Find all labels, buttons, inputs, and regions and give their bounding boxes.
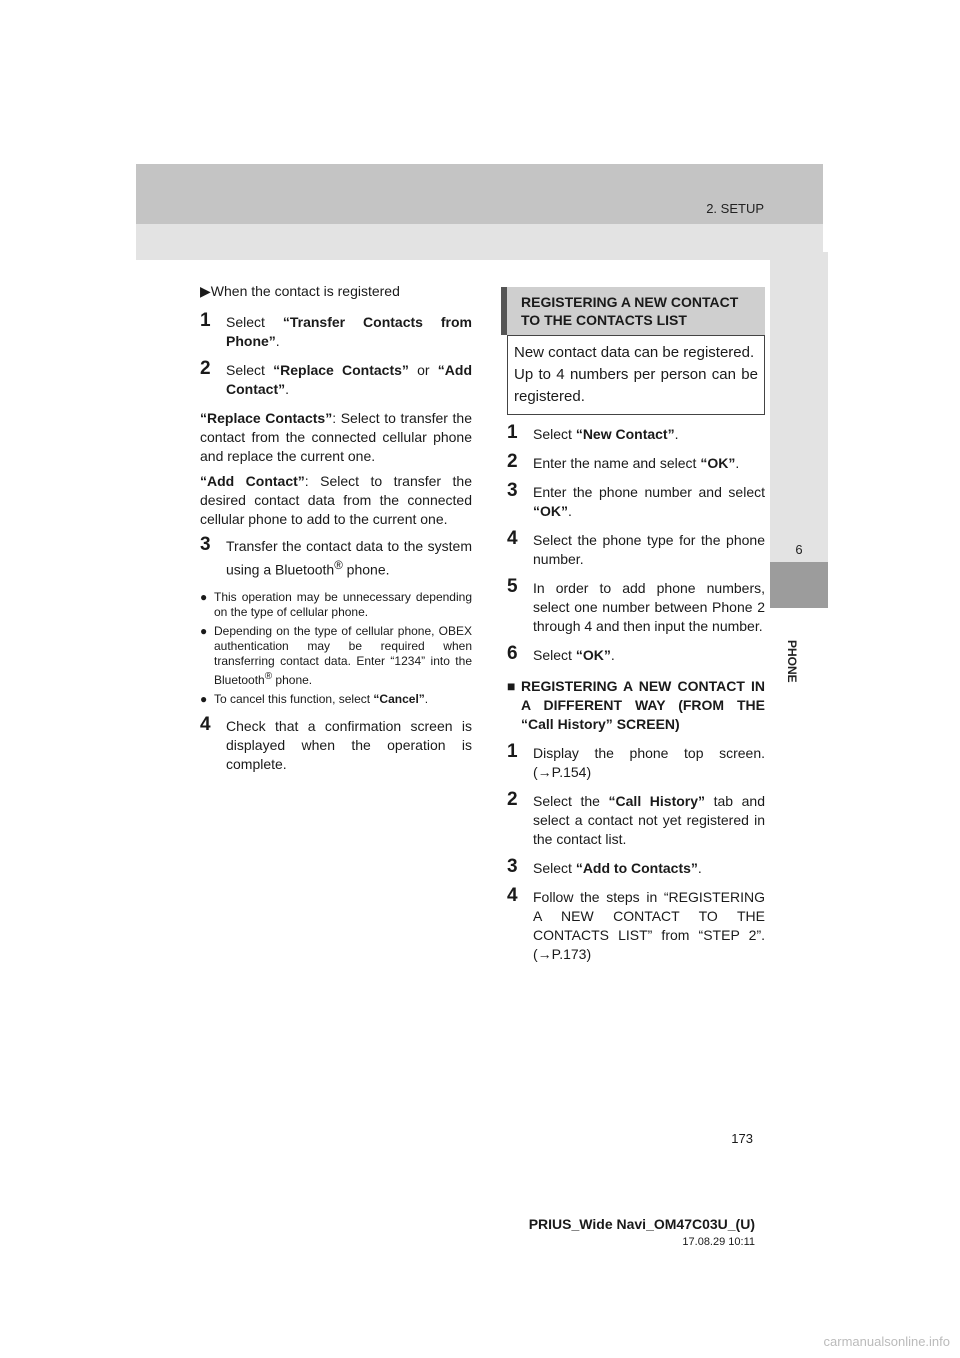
section-heading: REGISTERING A NEW CONTACT TO THE CONTACTS LIST [501,287,765,335]
call-history-step-2: 2 Select the “Call History” tab and select a contact not yet registered in the contact list. [507,789,765,847]
section-intro-box [507,335,765,415]
new-contact-step-5: 5 In order to add phone numbers, select one number between Phone 2 through 4 and then input the number. [507,576,765,634]
new-contact-step-3: 3 Enter the phone number and select “OK”. [507,480,765,519]
chapter-title: PHONE [785,640,799,683]
call-history-step-3: 3 Select “Add to Contacts”. [507,856,702,877]
call-history-step-1: 1 Display the phone top screen. (→P.154) [507,741,765,780]
replace-contacts-description: “Replace Contacts”: Select to transfer the contact from the connected cellular phone and replace the current one. [200,410,472,464]
chapter-number-block [770,562,828,608]
document-code: PRIUS_Wide Navi_OM47C03U_(U) [528,1216,755,1232]
step-2: 2 Select “Replace Contacts” or “Add Contact”. [200,358,472,397]
new-contact-step-1: 1 Select “New Contact”. [507,422,679,443]
new-contact-step-6: 6 Select “OK”. [507,643,615,664]
call-history-step-4: 4 Follow the steps in “REGISTERING A NEW CONTACT TO THE CONTACTS LIST” from “STEP 2”. (→P.173) [507,885,765,962]
step-3: 3 Transfer the contact data to the system using a Bluetooth® phone. [200,534,472,578]
chapter-number: 6 [795,542,803,557]
note-item: ● To cancel this function, select “Cancel”. [200,691,429,706]
notes-list [200,590,472,707]
add-contact-description: “Add Contact”: Select to transfer the desired contact data from the connected cellular phone to add to the current one. [200,473,472,527]
intro-line: New contact data can be registered. [514,344,755,361]
step-4: 4 Check that a confirmation screen is displayed when the operation is complete. [200,713,472,772]
page-number: 173 [731,1131,753,1146]
square-bullet-icon: ■ [507,678,516,694]
subsection-heading: ■ REGISTERING A NEW CONTACT IN A DIFFERENT WAY (FROM THE “Call History” SCREEN) [507,678,765,732]
bullet-icon: ● [200,691,208,706]
bullet-icon: ● [200,623,208,638]
intro-line: Up to 4 numbers per person can be registered. [514,366,758,405]
bullet-icon: ● [200,589,208,604]
right-column [507,287,765,974]
step-1: 1 Select “Transfer Contacts from Phone”. [200,310,472,349]
left-column [200,282,472,784]
triangle-icon: ▶ [200,283,211,299]
new-contact-step-4: 4 Select the phone type for the phone number. [507,528,765,567]
new-contact-step-2: 2 Enter the name and select “OK”. [507,451,740,472]
condition-line: ▶When the contact is registered [200,283,400,299]
document-date: 17.08.29 10:11 [682,1236,755,1248]
watermark: carmanualsonline.info [823,1334,950,1349]
note-item: ● This operation may be unnecessary depending on the type of cellular phone. [200,589,472,619]
note-item: ● Depending on the type of cellular phone, OBEX authentication may be required when transferring contact data. Enter “1234” into the Bluetooth® phone. [200,623,472,687]
header-subband [136,224,823,260]
section-title: 2. SETUP [706,201,764,216]
